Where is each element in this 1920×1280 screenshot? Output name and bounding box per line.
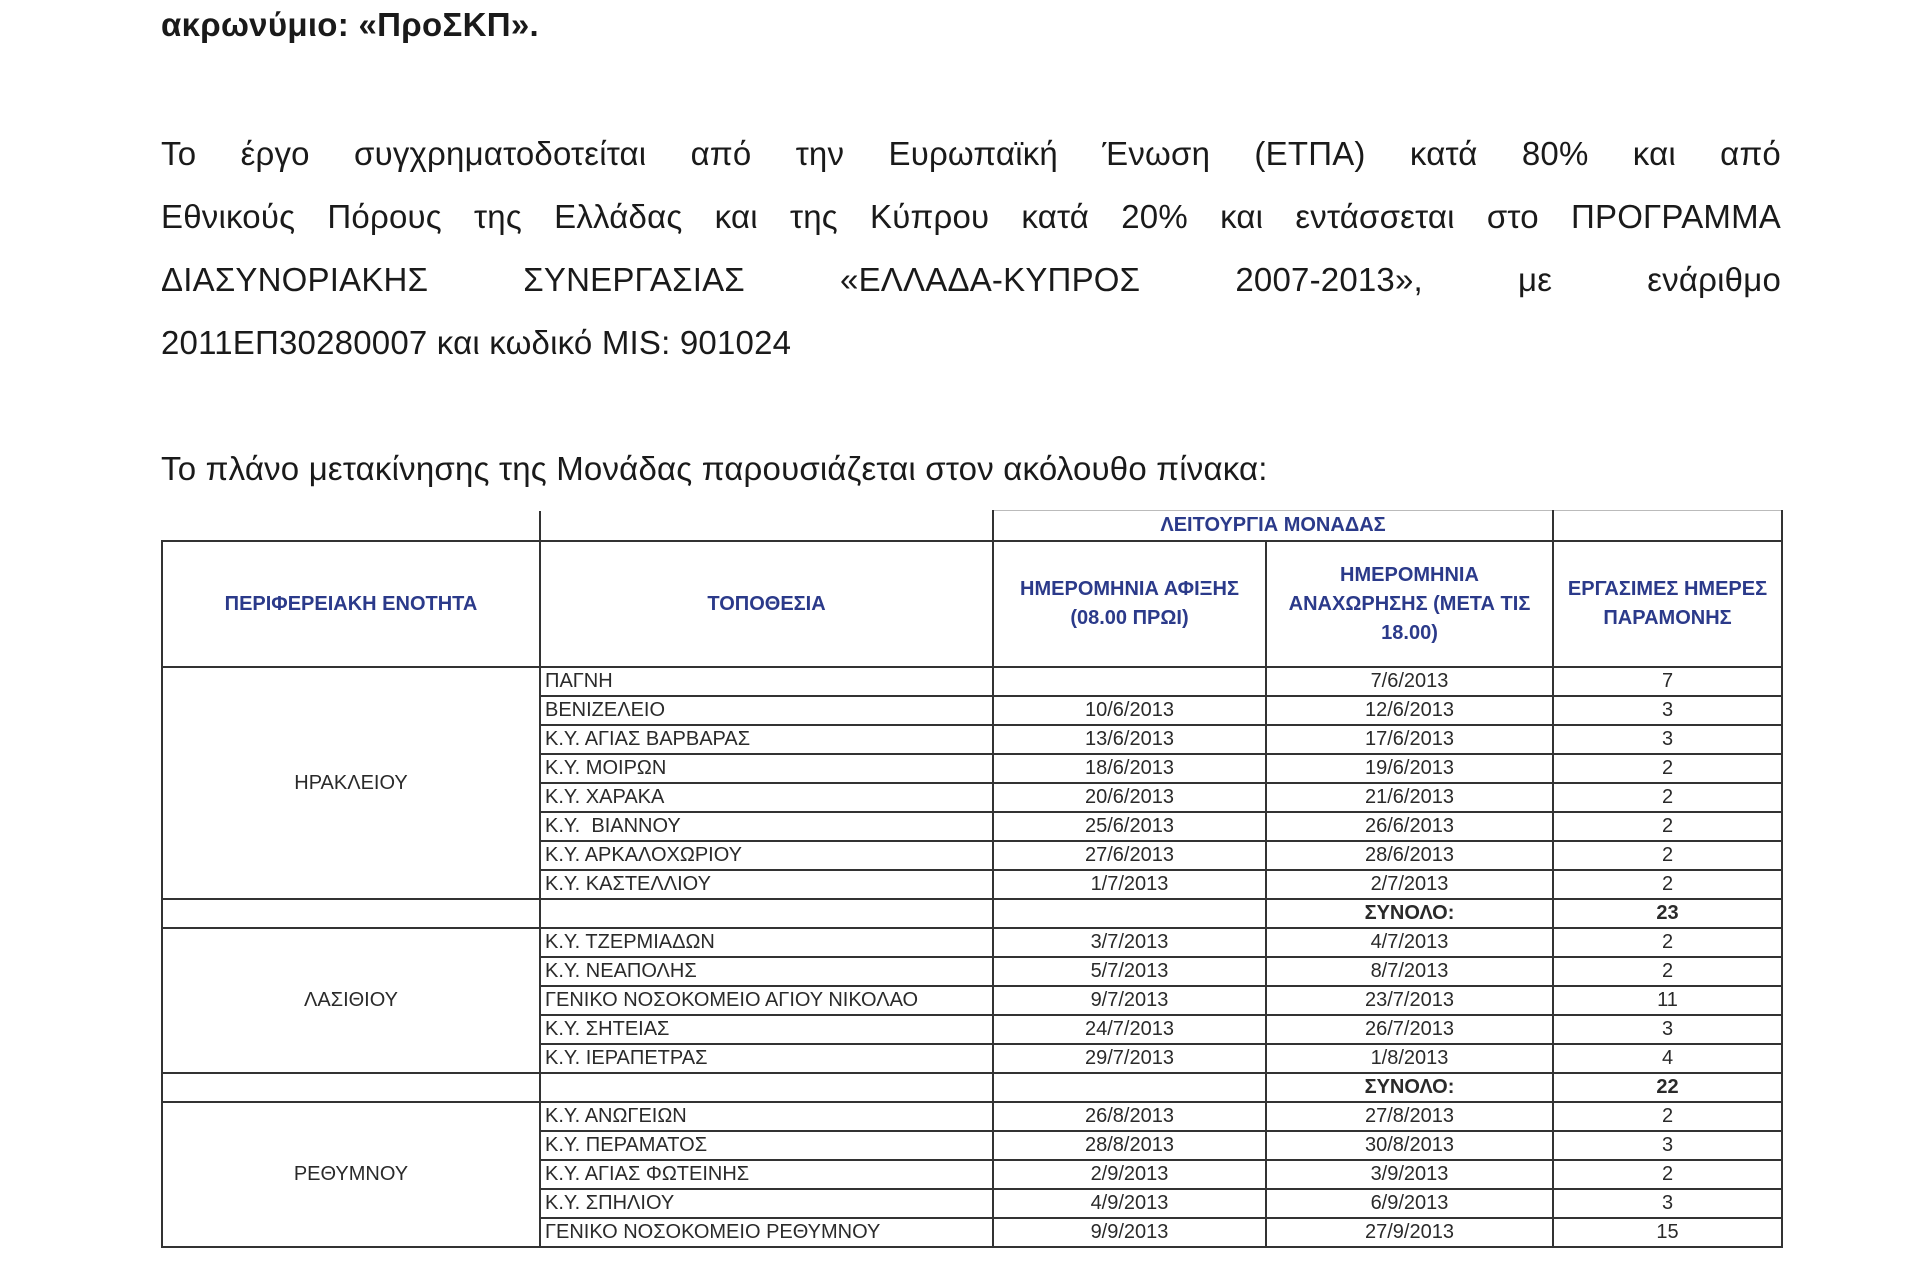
header-arrival: ΗΜΕΡΟΜΗΝΙΑ ΑΦΙΞΗΣ (08.00 ΠΡΩΙ): [993, 541, 1266, 667]
unit-operation-header: ΛΕΙΤΟΥΡΓΙΑ ΜΟΝΑΔΑΣ: [993, 511, 1553, 542]
location-cell: Κ.Υ. ΣΗΤΕΙΑΣ: [540, 1015, 993, 1044]
funding-line: 2011ΕΠ30280007 και κωδικό MIS: 901024: [161, 324, 792, 361]
relocation-plan-table: [161, 510, 1783, 1248]
departure-cell: 27/8/2013: [1266, 1102, 1553, 1131]
days-cell: 11: [1553, 986, 1782, 1015]
location-cell: Κ.Υ. ΑΝΩΓΕΙΩΝ: [540, 1102, 993, 1131]
arrival-cell: 28/8/2013: [993, 1131, 1266, 1160]
table-row: [162, 1102, 1782, 1131]
arrival-cell: 4/9/2013: [993, 1189, 1266, 1218]
arrival-cell: 9/9/2013: [993, 1218, 1266, 1247]
arrival-cell: 27/6/2013: [993, 841, 1266, 870]
departure-cell: 19/6/2013: [1266, 754, 1553, 783]
departure-cell: 2/7/2013: [1266, 870, 1553, 899]
table-group-header-row: [162, 511, 1782, 542]
location-cell: Κ.Υ. ΑΡΚΑΛΟΧΩΡΙΟΥ: [540, 841, 993, 870]
location-cell: Κ.Υ. ΑΓΙΑΣ ΒΑΡΒΑΡΑΣ: [540, 725, 993, 754]
table-row: [162, 928, 1782, 957]
arrival-cell: 13/6/2013: [993, 725, 1266, 754]
location-cell: Κ.Υ. ΧΑΡΑΚΑ: [540, 783, 993, 812]
total-label: ΣΥΝΟΛΟ:: [1266, 899, 1553, 928]
departure-cell: 27/9/2013: [1266, 1218, 1553, 1247]
region-cell: ΛΑΣΙΘΙΟΥ: [162, 928, 540, 1073]
days-cell: 2: [1553, 1102, 1782, 1131]
arrival-cell: 25/6/2013: [993, 812, 1266, 841]
location-cell: Κ.Υ. ΑΓΙΑΣ ΦΩΤΕΙΝΗΣ: [540, 1160, 993, 1189]
total-row: [162, 1073, 1782, 1102]
arrival-cell: 3/7/2013: [993, 928, 1266, 957]
days-cell: 2: [1553, 841, 1782, 870]
location-cell: Κ.Υ. ΙΕΡΑΠΕΤΡΑΣ: [540, 1044, 993, 1073]
departure-cell: 26/7/2013: [1266, 1015, 1553, 1044]
table-header-row: [162, 541, 1782, 667]
location-cell: ΓΕΝΙΚΟ ΝΟΣΟΚΟΜΕΙΟ ΑΓΙΟΥ ΝΙΚΟΛΑΟ: [540, 986, 993, 1015]
departure-cell: 28/6/2013: [1266, 841, 1553, 870]
location-cell: Κ.Υ. ΠΕΡΑΜΑΤΟΣ: [540, 1131, 993, 1160]
arrival-cell: [993, 667, 1266, 696]
funding-line: Το έργο συγχρηματοδοτείται από την Ευρωπαϊκή Ένωση (ΕΤΠΑ) κατά 80% και από: [161, 135, 1781, 172]
days-cell: 2: [1553, 812, 1782, 841]
days-cell: 2: [1553, 1160, 1782, 1189]
departure-cell: 3/9/2013: [1266, 1160, 1553, 1189]
arrival-cell: 18/6/2013: [993, 754, 1266, 783]
funding-line: ΔΙΑΣΥΝΟΡΙΑΚΗΣ ΣΥΝΕΡΓΑΣΙΑΣ «ΕΛΛΑΔΑ-ΚΥΠΡΟΣ 2007-2013», με ενάριθμο: [161, 261, 1781, 298]
table-row: [162, 667, 1782, 696]
location-cell: ΠΑΓΝΗ: [540, 667, 993, 696]
arrival-cell: 10/6/2013: [993, 696, 1266, 725]
region-cell: ΡΕΘΥΜΝΟΥ: [162, 1102, 540, 1247]
location-cell: Κ.Υ. ΚΑΣΤΕΛΛΙΟΥ: [540, 870, 993, 899]
location-cell: ΒΕΝΙΖΕΛΕΙΟ: [540, 696, 993, 725]
departure-cell: 30/8/2013: [1266, 1131, 1553, 1160]
region-cell: ΗΡΑΚΛΕΙΟΥ: [162, 667, 540, 899]
location-cell: ΓΕΝΙΚΟ ΝΟΣΟΚΟΜΕΙΟ ΡΕΘΥΜΝΟΥ: [540, 1218, 993, 1247]
days-cell: 3: [1553, 1015, 1782, 1044]
departure-cell: 1/8/2013: [1266, 1044, 1553, 1073]
plan-intro-paragraph: Το πλάνο μετακίνησης της Μονάδας παρουσιάζεται στον ακόλουθο πίνακα:: [161, 450, 1268, 487]
days-cell: 15: [1553, 1218, 1782, 1247]
arrival-cell: 20/6/2013: [993, 783, 1266, 812]
location-cell: Κ.Υ. ΤΖΕΡΜΙΑΔΩΝ: [540, 928, 993, 957]
location-cell: Κ.Υ. ΝΕΑΠΟΛΗΣ: [540, 957, 993, 986]
header-location: ΤΟΠΟΘΕΣΙΑ: [540, 541, 993, 667]
days-cell: 4: [1553, 1044, 1782, 1073]
arrival-cell: 24/7/2013: [993, 1015, 1266, 1044]
departure-cell: 8/7/2013: [1266, 957, 1553, 986]
departure-cell: 17/6/2013: [1266, 725, 1553, 754]
total-value: 22: [1553, 1073, 1782, 1102]
days-cell: 3: [1553, 1189, 1782, 1218]
arrival-cell: 26/8/2013: [993, 1102, 1266, 1131]
location-cell: Κ.Υ. ΒΙΑΝΝΟΥ: [540, 812, 993, 841]
departure-cell: 26/6/2013: [1266, 812, 1553, 841]
departure-cell: 4/7/2013: [1266, 928, 1553, 957]
funding-paragraph: [161, 122, 1781, 374]
days-cell: 2: [1553, 754, 1782, 783]
departure-cell: 7/6/2013: [1266, 667, 1553, 696]
location-cell: Κ.Υ. ΣΠΗΛΙΟΥ: [540, 1189, 993, 1218]
departure-cell: 23/7/2013: [1266, 986, 1553, 1015]
header-days: ΕΡΓΑΣΙΜΕΣ ΗΜΕΡΕΣ ΠΑΡΑΜΟΝΗΣ: [1553, 541, 1782, 667]
arrival-cell: 2/9/2013: [993, 1160, 1266, 1189]
days-cell: 3: [1553, 696, 1782, 725]
days-cell: 2: [1553, 957, 1782, 986]
total-row: [162, 899, 1782, 928]
days-cell: 2: [1553, 870, 1782, 899]
departure-cell: 21/6/2013: [1266, 783, 1553, 812]
funding-line: Εθνικούς Πόρους της Ελλάδας και της Κύπρου κατά 20% και εντάσσεται στο ΠΡΟΓΡΑΜΜΑ: [161, 198, 1781, 235]
arrival-cell: 1/7/2013: [993, 870, 1266, 899]
days-cell: 2: [1553, 928, 1782, 957]
total-value: 23: [1553, 899, 1782, 928]
arrival-cell: 9/7/2013: [993, 986, 1266, 1015]
departure-cell: 6/9/2013: [1266, 1189, 1553, 1218]
acronym-line: ακρωνύμιο: «ΠροΣΚΠ».: [161, 6, 539, 43]
arrival-cell: 29/7/2013: [993, 1044, 1266, 1073]
days-cell: 3: [1553, 1131, 1782, 1160]
header-region: ΠΕΡΙΦΕΡΕΙΑΚΗ ΕΝΟΤΗΤΑ: [162, 541, 540, 667]
days-cell: 2: [1553, 783, 1782, 812]
days-cell: 7: [1553, 667, 1782, 696]
location-cell: Κ.Υ. ΜΟΙΡΩΝ: [540, 754, 993, 783]
header-departure: ΗΜΕΡΟΜΗΝΙΑ ΑΝΑΧΩΡΗΣΗΣ (ΜΕΤΑ ΤΙΣ 18.00): [1266, 541, 1553, 667]
arrival-cell: 5/7/2013: [993, 957, 1266, 986]
departure-cell: 12/6/2013: [1266, 696, 1553, 725]
days-cell: 3: [1553, 725, 1782, 754]
total-label: ΣΥΝΟΛΟ:: [1266, 1073, 1553, 1102]
